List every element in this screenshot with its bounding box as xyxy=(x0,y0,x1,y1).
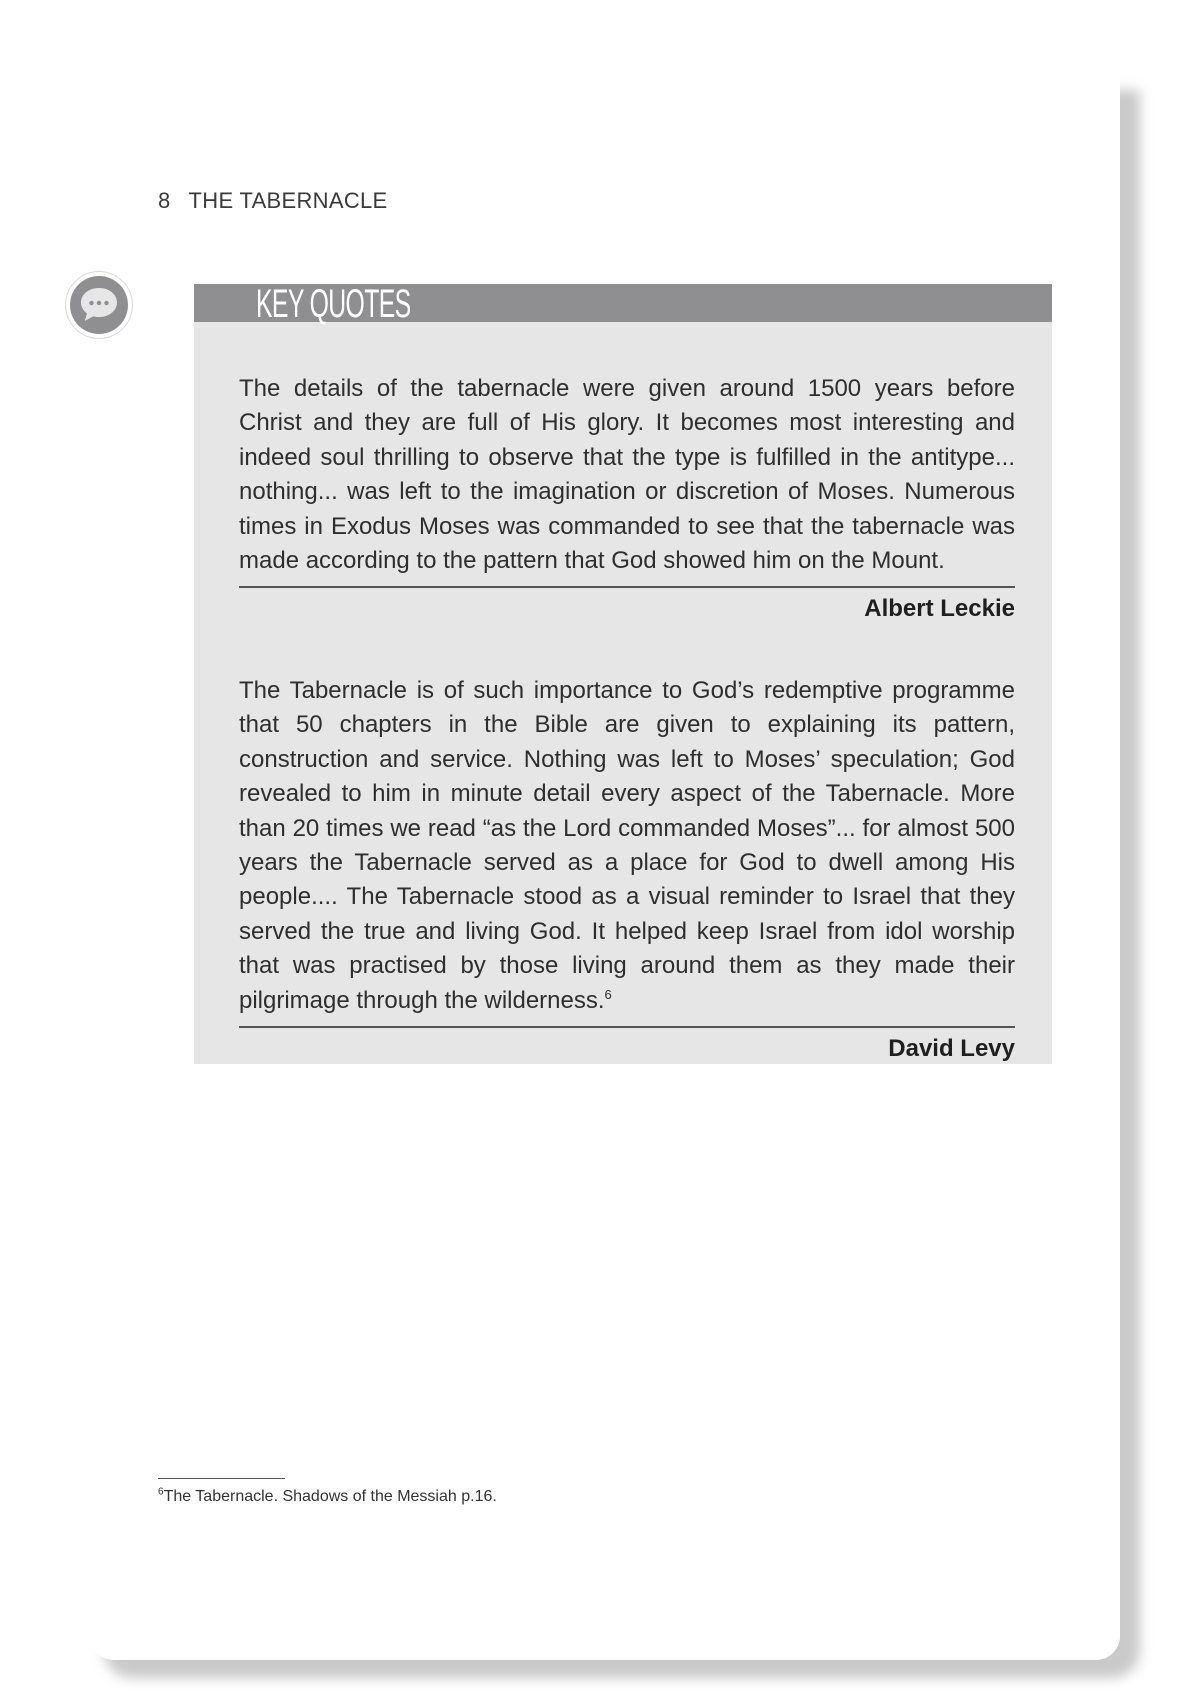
key-quotes-icon-badge xyxy=(66,272,132,338)
running-head-title: THE TABERNACLE xyxy=(188,188,388,213)
key-quotes-box xyxy=(194,284,1052,1064)
quote-text-body: The Tabernacle is of such importance to God’s redemptive programme that 50 chapters in the Bible are given to explaining its pattern, construction and service. Nothing was left to Moses’ speculation; God revealed to him in minute detail every aspect of the Tabernacle. More than 20 times we read “as the Lord commanded Moses”... for almost 500 years the Tabernacle served as a place for God to dwell among His people.... The Tabernacle stood as a visual reminder to Israel that they served the true and living God. It helped keep Israel from idol worship that was practised by those living around them as they made their pilgrimage through the wilderness. xyxy=(239,677,1015,1014)
quote-block xyxy=(239,372,1015,626)
quote-divider xyxy=(239,1026,1015,1028)
footnote-divider xyxy=(158,1478,285,1479)
quote-author: David Levy xyxy=(888,1035,1015,1063)
book-page xyxy=(90,60,1120,1660)
running-head xyxy=(158,188,388,214)
footnote-text: The Tabernacle. Shadows of the Messiah p.16. xyxy=(163,1488,497,1505)
key-quotes-heading: KEY QUOTES xyxy=(256,282,411,326)
quote-author: Albert Leckie xyxy=(864,595,1015,623)
key-quotes-banner xyxy=(194,282,1052,326)
quote-block xyxy=(239,674,1015,1066)
footnote xyxy=(158,1488,497,1506)
page-number: 8 xyxy=(158,188,171,213)
speech-bubble-icon xyxy=(70,276,128,334)
footnote-marker: 6 xyxy=(158,1486,164,1498)
quote-divider xyxy=(239,586,1015,588)
quote-text: The details of the tabernacle were given around 1500 years before Christ and they are full of His glory. It becomes most interesting and indeed soul thrilling to observe that the type is fulfilled in the antitype... nothing... was left to the imagination or discretion of Moses. Numerous times in Exodus Moses was commanded to see that the tabernacle was made according to the pattern that God showed him on the Mount. xyxy=(239,375,1015,575)
quote-text xyxy=(239,674,1015,1018)
footnote-reference[interactable]: 6 xyxy=(604,986,612,1002)
